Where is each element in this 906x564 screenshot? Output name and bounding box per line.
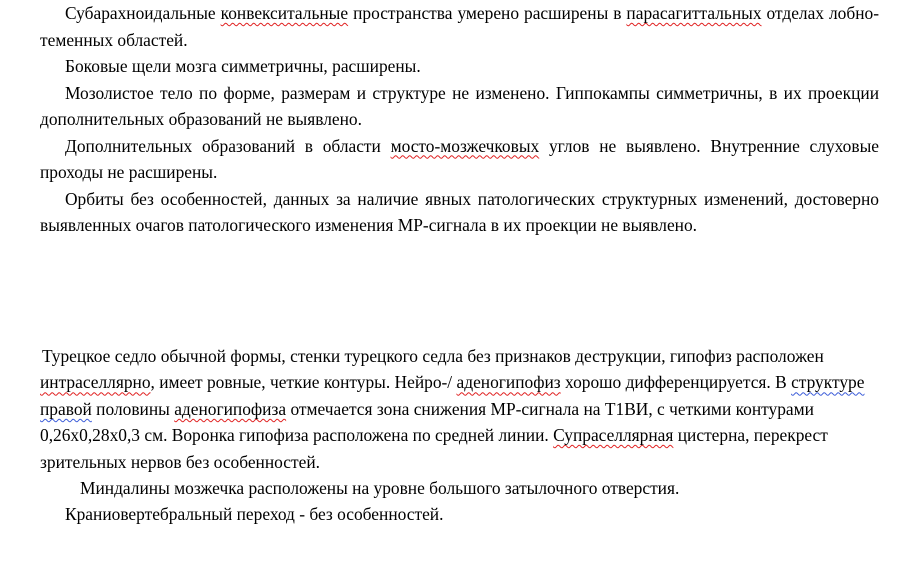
brain-paragraph-3: [40, 80, 879, 133]
spellcheck-flagged-word[interactable]: структуре правой: [40, 372, 865, 419]
pituitary-paragraph-3: [40, 501, 879, 527]
findings-block-pituitary: [40, 343, 879, 528]
spellcheck-flagged-word[interactable]: мосто-мозжечковых: [390, 135, 540, 156]
findings-block-brain: [40, 0, 879, 239]
paragraph-text: отмечается зона снижения МР-сигнала на Т1ВИ, с четкими контурами 0,26х0,28х0,3 см. Воронка гипофиза расположена по средней линии.: [40, 398, 814, 446]
paragraph-text: углов не выявлено. Внутренние слуховые проходы не расширены.: [40, 135, 879, 182]
paragraph-text: Дополнительных образований в области: [65, 135, 391, 156]
spellcheck-flagged-word[interactable]: интраселлярно: [40, 372, 151, 393]
spellcheck-flagged-word[interactable]: Супраселлярная: [553, 425, 674, 446]
spellcheck-flagged-word[interactable]: парасагиттальных: [626, 3, 762, 23]
paragraph-text: Миндалины мозжечка расположены на уровне большого затылочного отверстия.: [80, 478, 680, 499]
paragraph-text: хорошо дифференцируется. В: [560, 372, 792, 393]
paragraph-text: Краниовертебральный переход - без особенностей.: [65, 504, 444, 525]
paragraph-text: отделах лобно-теменных областей.: [40, 3, 879, 50]
paragraph-text: Орбиты без особенностей, данных за наличие явных патологических структурных изменений, достоверно выявленных очагов патологического изменения МР-сигнала в их проекции не выявлено.: [40, 188, 879, 235]
brain-paragraph-4: [40, 133, 879, 186]
pituitary-paragraph-1: [40, 343, 879, 475]
brain-paragraph-5: [40, 186, 879, 239]
spellcheck-flagged-word[interactable]: конвекситальные: [220, 3, 349, 23]
paragraph-text: цистерна, перекрест зрительных нервов без особенностей.: [40, 425, 828, 472]
paragraph-text: , имеет ровные, четкие контуры. Нейро-/: [150, 372, 457, 393]
paragraph-text: пространства умерено расширены в: [348, 3, 627, 23]
brain-paragraph-1: [40, 0, 879, 53]
paragraph-text: Мозолистое тело по форме, размерам и структуре не изменено. Гиппокампы симметричны, в их проекции дополнительных образований не выявлено.: [40, 82, 879, 129]
paragraph-text: Турецкое седло обычной формы, стенки турецкого седла без признаков деструкции, гипофиз расположен: [42, 346, 824, 366]
pituitary-paragraph-2: [40, 475, 879, 501]
spellcheck-flagged-word[interactable]: аденогипофиза: [174, 398, 287, 419]
paragraph-text: Боковые щели мозга симметричны, расширены.: [65, 56, 421, 76]
paragraph-text: Субарахноидальные: [65, 3, 221, 23]
brain-paragraph-2: [40, 53, 879, 80]
spellcheck-flagged-word[interactable]: аденогипофиз: [456, 372, 561, 393]
paragraph-text: половины: [91, 398, 175, 419]
